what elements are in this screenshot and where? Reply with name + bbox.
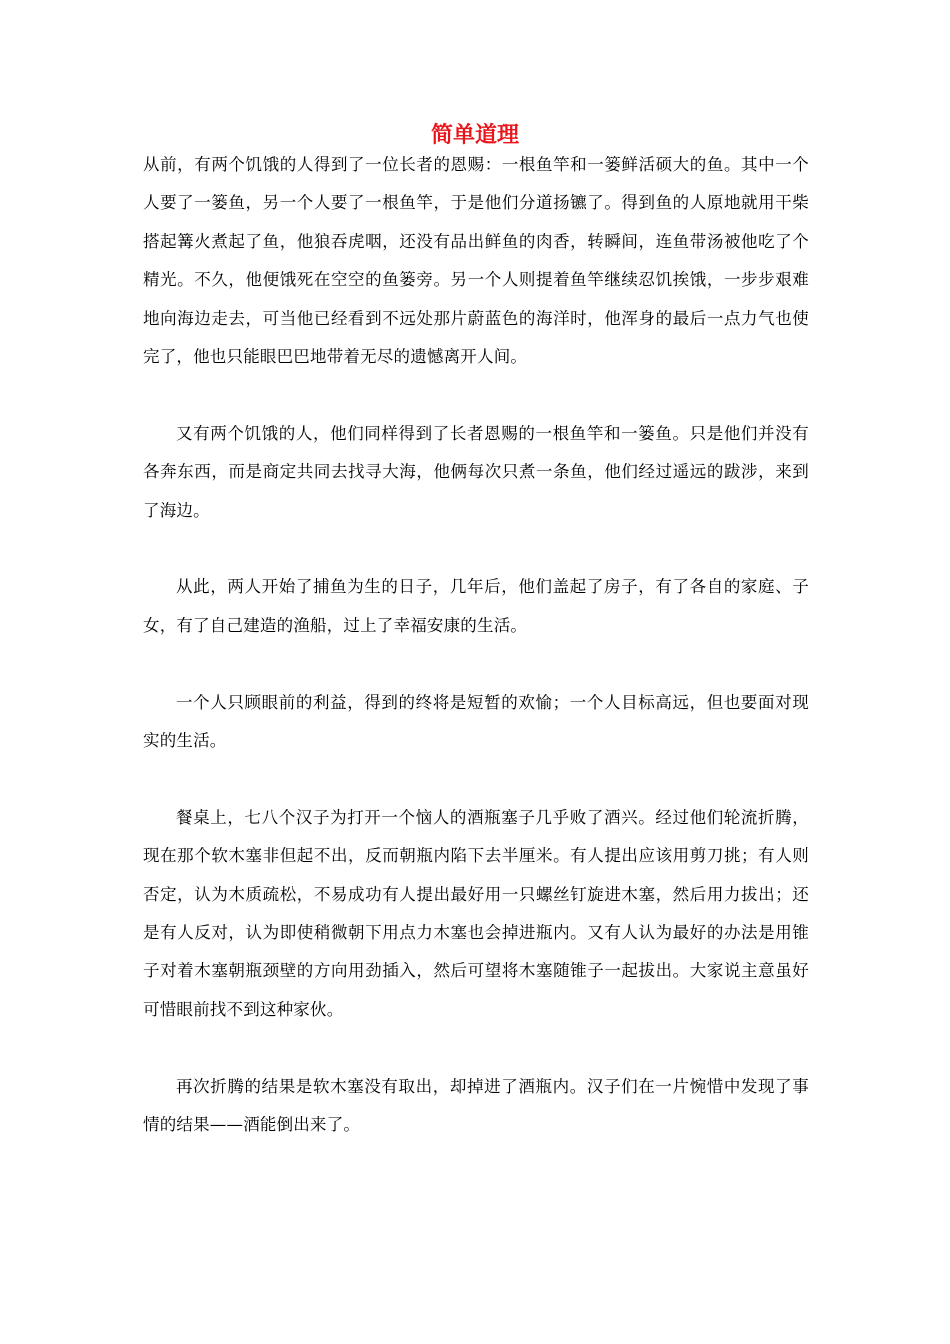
paragraph-6: 再次折腾的结果是软木塞没有取出，却掉进了酒瓶内。汉子们在一片惋惜中发现了事情的结果——酒能倒出来了。	[143, 1076, 809, 1135]
paragraph-4: 一个人只顾眼前的利益，得到的终将是短暂的欢愉；一个人目标高远，但也要面对现实的生活。	[143, 692, 809, 751]
paragraph-spacer	[143, 760, 809, 798]
paragraph-spacer	[143, 376, 809, 414]
paragraph-spacer	[143, 1029, 809, 1067]
document-body	[143, 146, 809, 1144]
paragraph-1: 从前，有两个饥饿的人得到了一位长者的恩赐：一根鱼竿和一篓鲜活硕大的鱼。其中一个人要了一篓鱼，另一个人要了一根鱼竿，于是他们分道扬镳了。得到鱼的人原地就用干柴搭起篝火煮起了鱼，他狼吞虎咽，还没有品出鲜鱼的肉香，转瞬间，连鱼带汤被他吃了个精光。不久，他便饿死在空空的鱼篓旁。另一个人则提着鱼竿继续忍饥挨饿，一步步艰难地向海边走去，可当他已经看到不远处那片蔚蓝色的海洋时，他浑身的最后一点力气也使完了，他也只能眼巴巴地带着无尽的遗憾离开人间。	[143, 155, 809, 367]
paragraph-5: 餐桌上，七八个汉子为打开一个恼人的酒瓶塞子几乎败了酒兴。经过他们轮流折腾，现在那个软木塞非但起不出，反而朝瓶内陷下去半厘米。有人提出应该用剪刀挑；有人则否定，认为木质疏松，不易成功有人提出最好用一只螺丝钉旋进木塞，然后用力拔出；还是有人反对，认为即使稍微朝下用点力木塞也会掉进瓶内。又有人认为最好的办法是用锥子对着木塞朝瓶颈壁的方向用劲插入，然后可望将木塞随锥子一起拔出。大家说主意虽好可惜眼前找不到这种家伙。	[143, 807, 809, 1019]
paragraph-spacer	[143, 645, 809, 683]
paragraph-3: 从此，两人开始了捕鱼为生的日子，几年后，他们盖起了房子，有了各自的家庭、子女，有了自己建造的渔船，过上了幸福安康的生活。	[143, 577, 809, 635]
paragraph-spacer	[143, 530, 809, 568]
paragraph-2: 又有两个饥饿的人，他们同样得到了长者恩赐的一根鱼竿和一篓鱼。只是他们并没有各奔东西，而是商定共同去找寻大海，他俩每次只煮一条鱼，他们经过遥远的跋涉，来到了海边。	[143, 423, 809, 520]
document-title: 简单道理	[430, 123, 519, 148]
